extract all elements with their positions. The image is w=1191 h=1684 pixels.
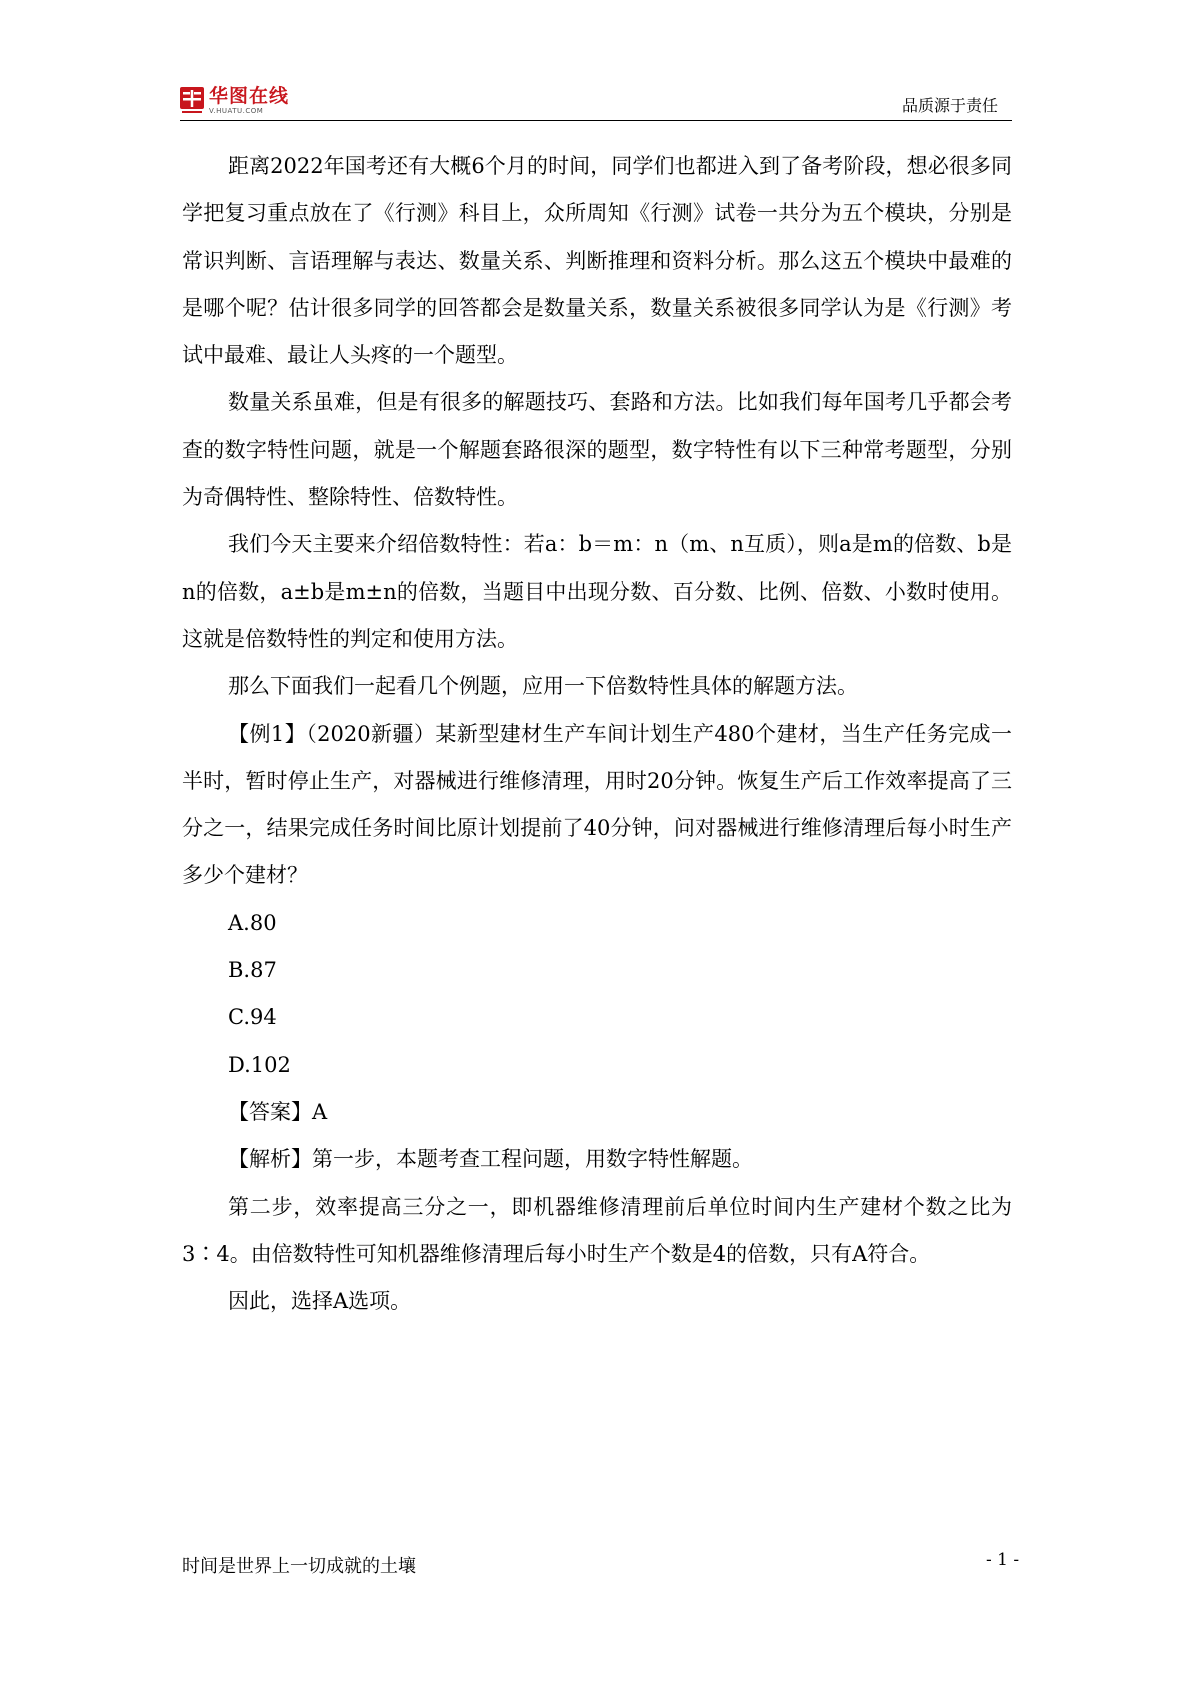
intro-paragraph-2: 数量关系虽难，但是有很多的解题技巧、套路和方法。比如我们每年国考几乎都会考查的数字特性问题，就是一个解题套路很深的题型，数字特性有以下三种常考题型，分别为奇偶特性、整除特性、倍数特性。 [182, 390, 1012, 510]
analysis-step-1: 【解析】第一步，本题考查工程问题，用数字特性解题。 [228, 1147, 753, 1172]
huatu-logo-icon [180, 87, 204, 115]
example-question: 【例1】（2020新疆）某新型建材生产车间计划生产480个建材，当生产任务完成一半时，暂时停止生产，对器械进行维修清理，用时20分钟。恢复生产后工作效率提高了三分之一，结果完成任务时间比原计划提前了40分钟，问对器械进行维修清理后每小时生产多少个建材？ [182, 721, 1012, 888]
option-d: D.102 [228, 1052, 291, 1077]
intro-paragraph-1: 距离2022年国考还有大概6个月的时间，同学们也都进入到了备考阶段，想必很多同学把复习重点放在了《行测》科目上，众所周知《行测》试卷一共分为五个模块，分别是常识判断、言语理解与表达、数量关系、判断推理和资料分析。那么这五个模块中最难的是哪个呢？估计很多同学的回答都会是数量关系，数量关系被很多同学认为是《行测》考试中最难、最让人头疼的一个题型。 [182, 154, 1012, 368]
intro-paragraph-4: 那么下面我们一起看几个例题，应用一下倍数特性具体的解题方法。 [228, 674, 858, 699]
huatu-logo [180, 86, 289, 116]
document-body [182, 143, 1012, 1325]
option-a: A.80 [228, 910, 277, 935]
page-header [180, 80, 1012, 121]
answer-line: 【答案】A [228, 1099, 328, 1124]
analysis-step-2: 第二步，效率提高三分之一，即机器维修清理前后单位时间内生产建材个数之比为3∶4。由倍数特性可知机器维修清理后每小时生产个数是4的倍数，只有A符合。 [182, 1194, 1012, 1266]
header-slogan: 品质源于责任 [901, 96, 998, 115]
option-c: C.94 [228, 1005, 277, 1030]
footer-motto: 时间是世界上一切成就的土壤 [182, 1556, 416, 1577]
option-b: B.87 [228, 958, 277, 983]
logo-url: V.HUATU.COM [209, 107, 264, 115]
analysis-conclusion: 因此，选择A选项。 [228, 1289, 412, 1314]
intro-paragraph-3: 我们今天主要来介绍倍数特性：若a：b＝m：n（m、n互质），则a是m的倍数、b是n的倍数，a±b是m±n的倍数，当题目中出现分数、百分数、比例、倍数、小数时使用。这就是倍数特性的判定和使用方法。 [182, 532, 1012, 651]
logo-name: 华图在线 [209, 85, 290, 107]
page-number: - 1 - [986, 1550, 1020, 1570]
